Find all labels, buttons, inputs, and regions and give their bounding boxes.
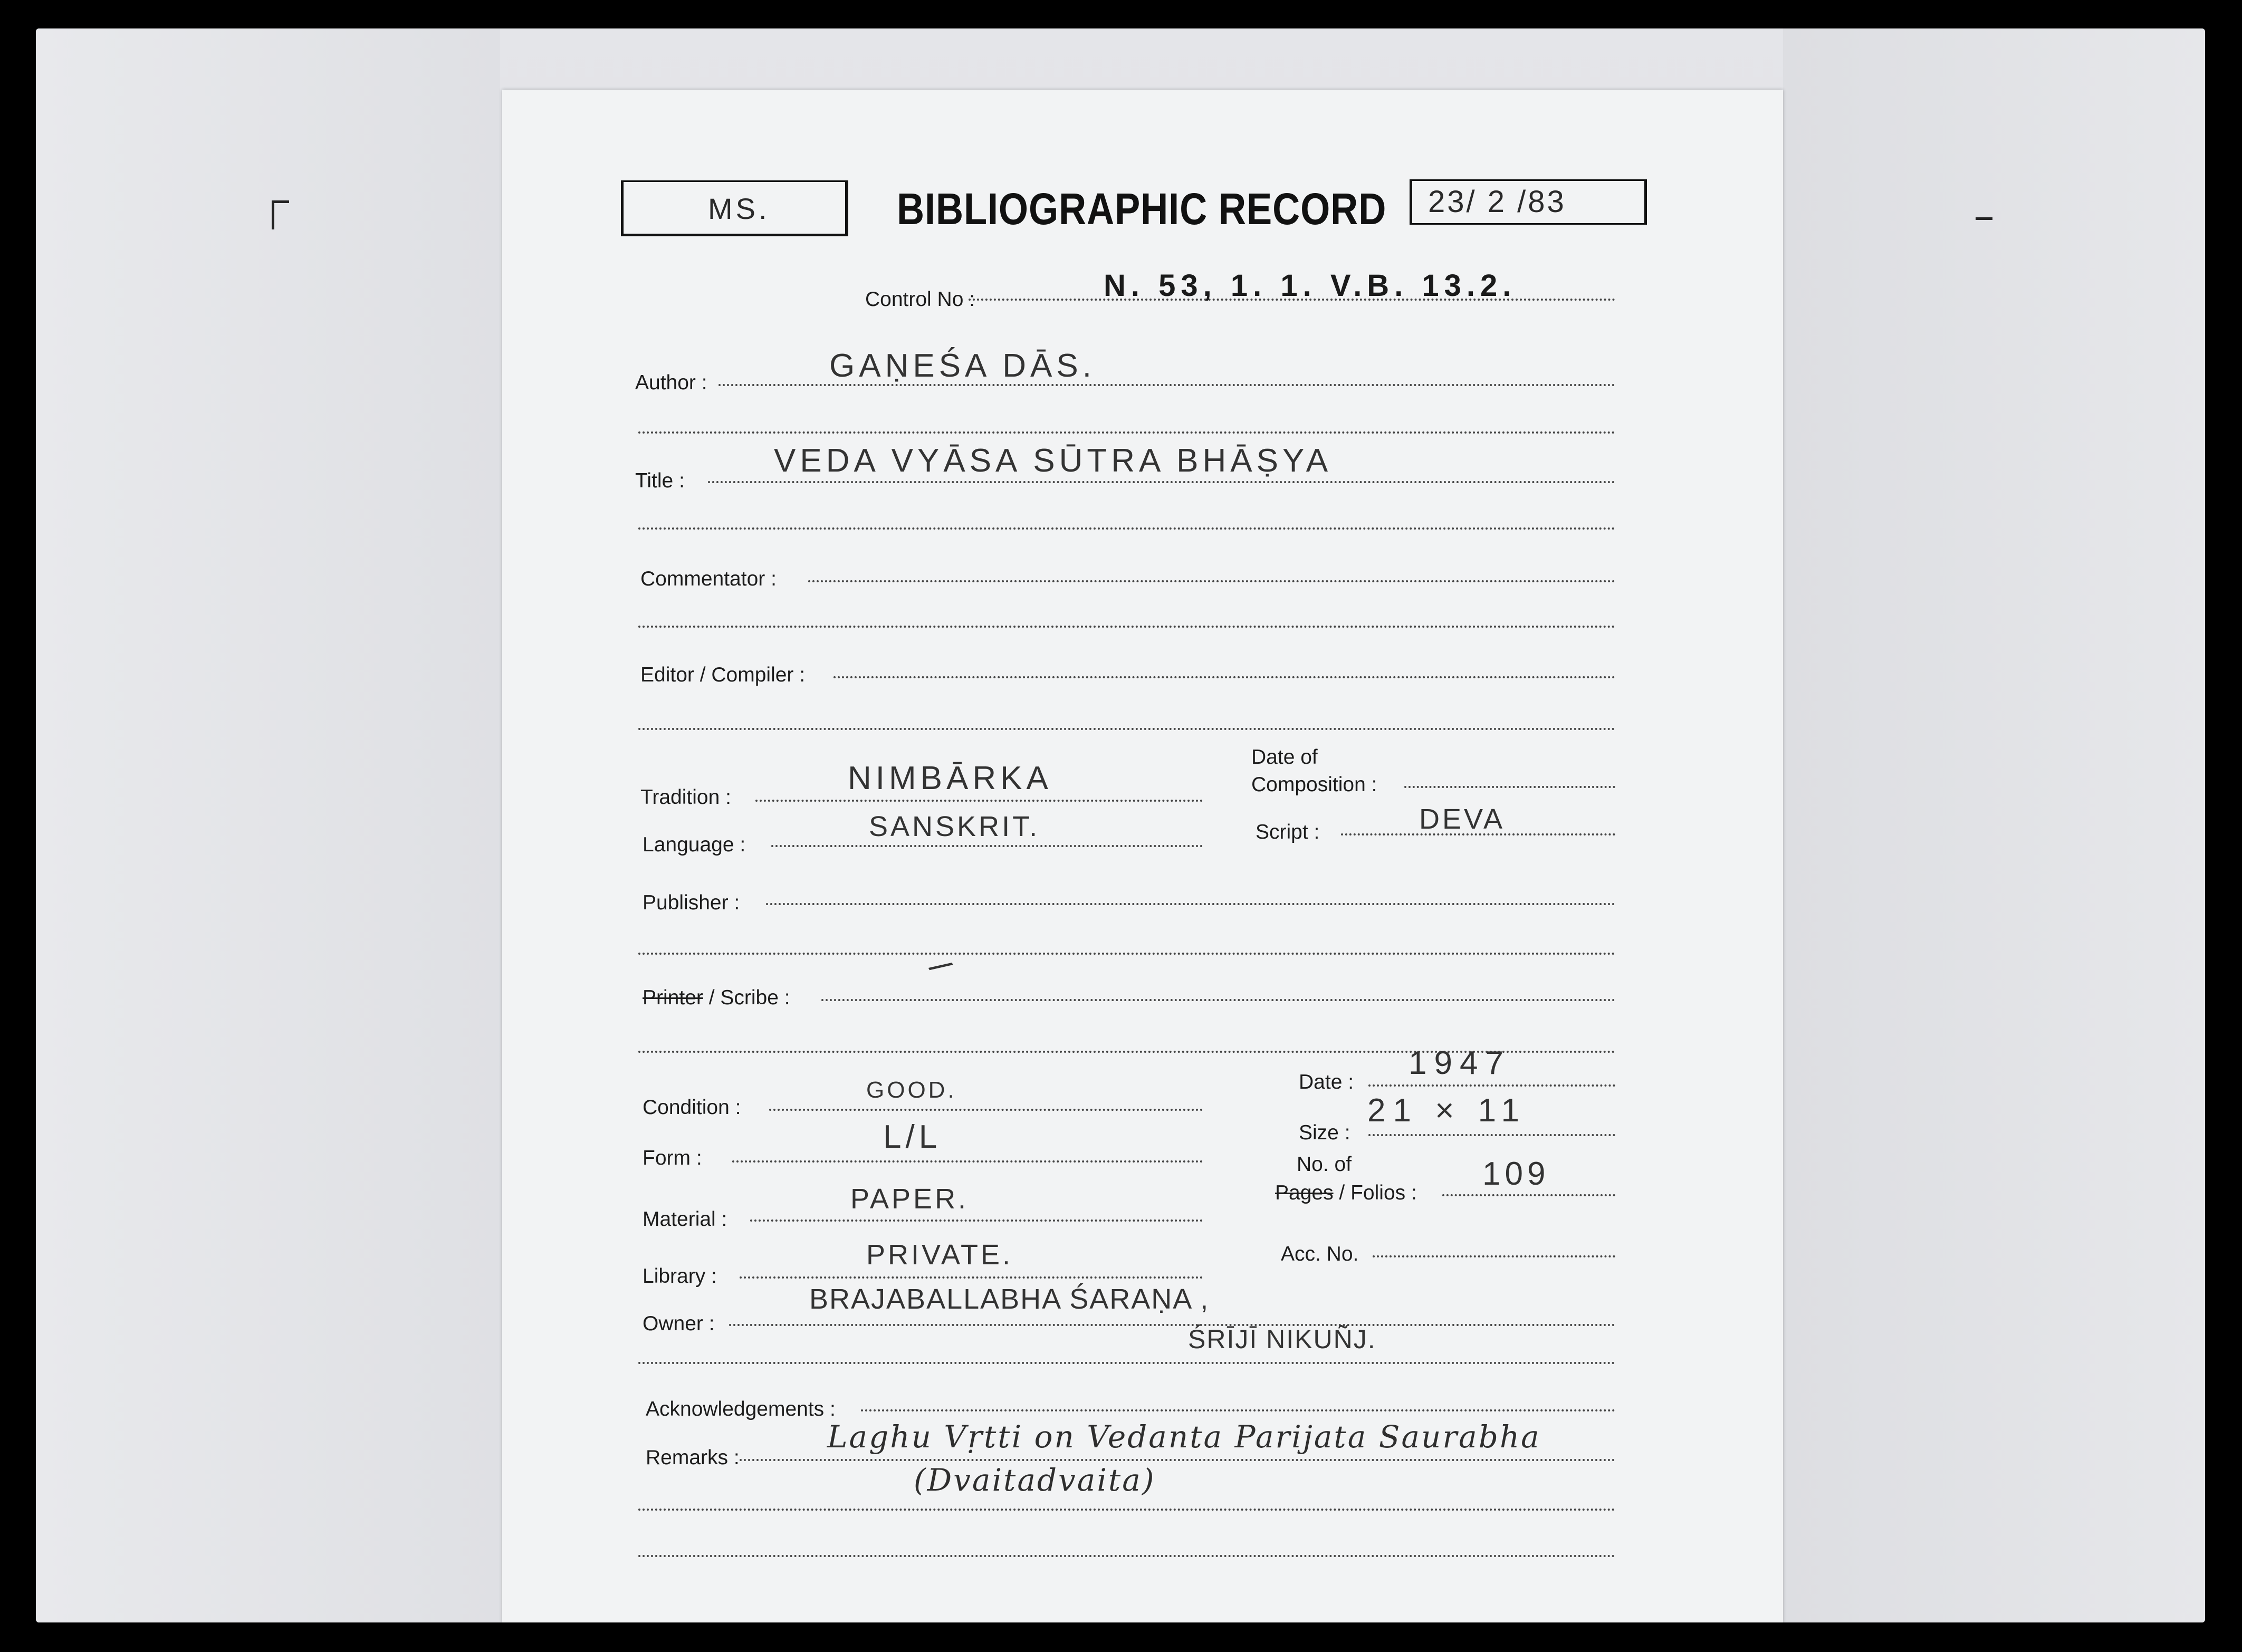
- tradition-value: NIMBĀRKA: [848, 760, 1052, 796]
- no-of-line: [1442, 1194, 1615, 1196]
- material-line: [750, 1219, 1203, 1222]
- backing-left-panel: [36, 28, 500, 1622]
- publisher-line-2: [638, 953, 1615, 955]
- editor-line-2: [638, 728, 1615, 730]
- control-no-value: N. 53, 1. 1. V.B. 13.2.: [1104, 268, 1517, 303]
- commentator-line: [808, 580, 1615, 582]
- bibliographic-card: [502, 90, 1783, 1622]
- title-line-2: [638, 527, 1615, 530]
- script-label: Script :: [1256, 821, 1320, 843]
- remarks-line: [740, 1459, 1615, 1461]
- acknowledgements-label: Acknowledgements :: [646, 1398, 836, 1420]
- language-label: Language :: [643, 833, 746, 856]
- printer-scribe-label: [643, 986, 790, 1010]
- remarks-value-line2: (Dvaitadvaita): [914, 1462, 1156, 1498]
- form-line: [732, 1160, 1203, 1163]
- author-line-2: [638, 431, 1615, 434]
- condition-label: Condition :: [643, 1096, 741, 1119]
- printer-scribe-line: [821, 999, 1615, 1001]
- editor-label: Editor / Compiler :: [640, 664, 806, 686]
- form-value: L/L: [883, 1119, 942, 1155]
- pages-label-struck: Pages: [1275, 1182, 1334, 1204]
- owner-line: [729, 1324, 1615, 1326]
- date-line: [1368, 1084, 1615, 1087]
- condition-line: [769, 1109, 1203, 1111]
- folios-label: / Folios :: [1333, 1182, 1417, 1204]
- script-value: DEVA: [1419, 803, 1506, 835]
- commentator-label: Commentator :: [640, 568, 777, 590]
- no-of-label-1: No. of: [1297, 1153, 1352, 1176]
- ms-type-box: [621, 180, 848, 236]
- owner-value-line1: BRAJABALLABHA ŚARAṆA ,: [809, 1283, 1210, 1315]
- material-label: Material :: [643, 1208, 727, 1231]
- acc-no-label: Acc. No.: [1281, 1243, 1359, 1265]
- library-value: PRIVATE.: [866, 1239, 1013, 1271]
- editor-line: [833, 676, 1615, 678]
- ms-type-value: MS.: [708, 192, 770, 225]
- date-of-composition-label-1: Date of: [1251, 746, 1318, 769]
- language-value: SANSKRIT.: [869, 811, 1040, 842]
- language-line: [771, 845, 1203, 847]
- record-date-box: [1410, 179, 1647, 225]
- registration-mark-left: [272, 200, 289, 229]
- commentator-line-2: [638, 626, 1615, 628]
- remarks-value-line1: Laghu Vṛtti on Vedanta Parijata Saurabha: [827, 1419, 1541, 1455]
- printer-scribe-value: /: [922, 954, 958, 979]
- tradition-line: [755, 800, 1203, 802]
- title-value: VEDA VYĀSA SŪTRA BHĀṢYA: [774, 443, 1333, 479]
- library-label: Library :: [643, 1265, 717, 1288]
- acknowledgements-line: [861, 1409, 1615, 1411]
- scribe-label: / Scribe :: [703, 986, 790, 1009]
- owner-line-2: [638, 1362, 1615, 1364]
- publisher-label: Publisher :: [643, 891, 740, 914]
- condition-value: GOOD.: [866, 1077, 957, 1103]
- date-of-composition-line: [1404, 786, 1615, 788]
- remarks-line-2: [638, 1509, 1615, 1511]
- size-line: [1368, 1134, 1615, 1136]
- form-label: Form :: [643, 1147, 702, 1169]
- author-label: Author :: [635, 371, 707, 394]
- owner-label: Owner :: [643, 1312, 715, 1335]
- material-value: PAPER.: [850, 1183, 969, 1215]
- size-value: 21 × 11: [1367, 1092, 1527, 1129]
- control-no-label: Control No :: [865, 288, 975, 311]
- title-label: Title :: [635, 469, 685, 492]
- backing-right-panel: [1783, 28, 2205, 1622]
- publisher-line: [766, 903, 1615, 905]
- author-value: GAṆEŚA DĀS.: [829, 348, 1096, 384]
- library-line: [740, 1276, 1203, 1279]
- no-of-value: 109: [1482, 1156, 1550, 1192]
- owner-value-line2: ŚRĪJĪ NIKUÑJ.: [1188, 1324, 1376, 1354]
- remarks-label: Remarks :: [646, 1446, 740, 1469]
- date-label: Date :: [1299, 1071, 1354, 1093]
- registration-mark-right: [1976, 217, 1992, 223]
- page-title: BIBLIOGRAPHIC RECORD: [897, 184, 1387, 234]
- record-date-value: 23/ 2 /83: [1428, 185, 1566, 219]
- no-of-label-2: [1275, 1182, 1417, 1205]
- size-label: Size :: [1299, 1121, 1350, 1144]
- date-of-composition-label-2: Composition :: [1251, 773, 1377, 796]
- date-value: 1947: [1409, 1045, 1511, 1081]
- acc-no-line: [1373, 1255, 1615, 1257]
- title-line: [708, 481, 1615, 483]
- tradition-label: Tradition :: [640, 786, 731, 809]
- remarks-line-3: [638, 1555, 1615, 1557]
- printer-label-struck: Printer: [643, 986, 703, 1009]
